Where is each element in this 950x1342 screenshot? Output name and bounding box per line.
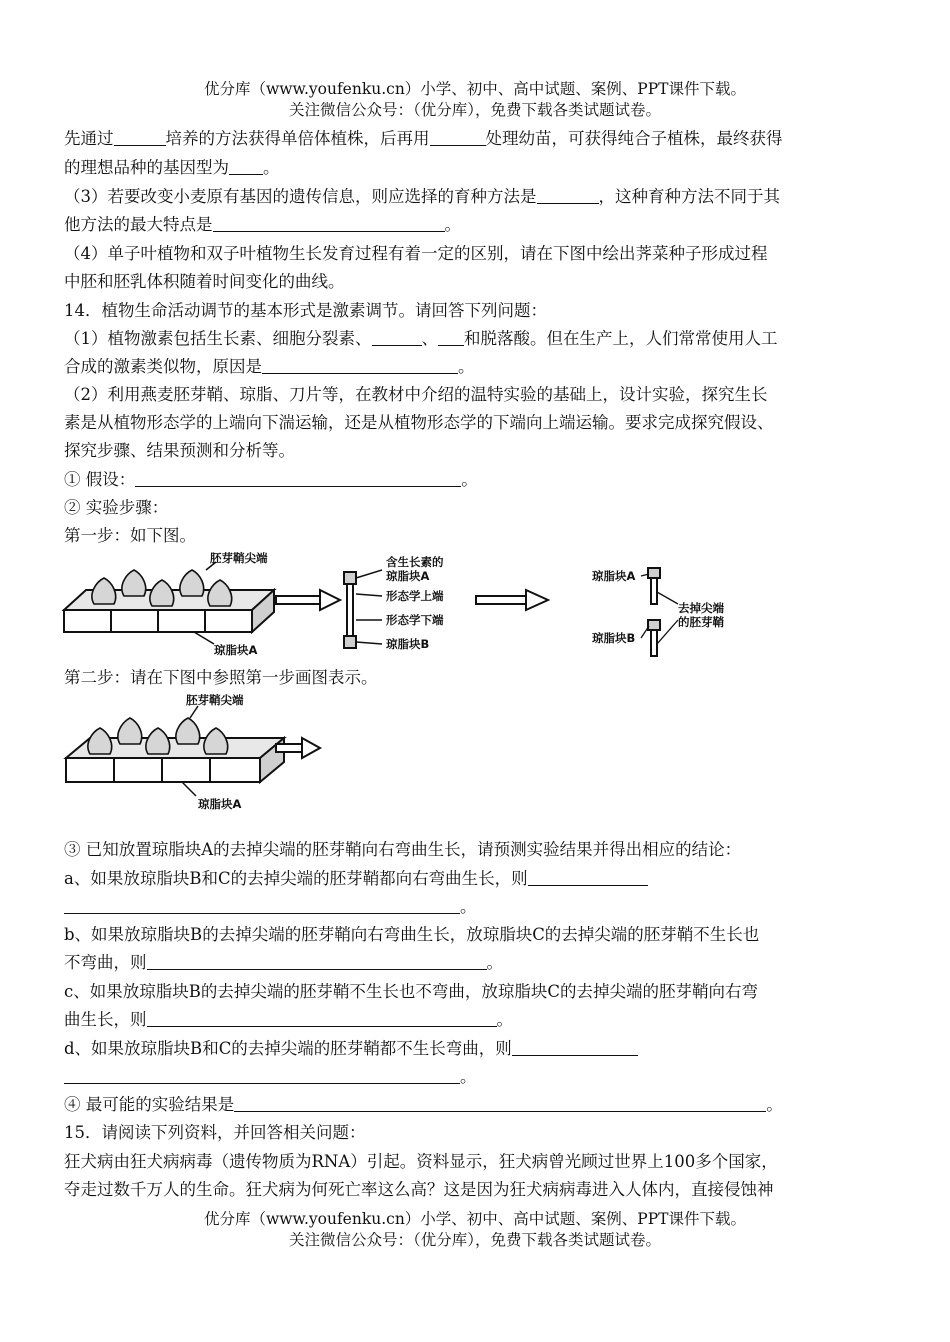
result-d-line-2: 。 bbox=[64, 1066, 477, 1088]
result-c-line-1: c、如果放琼脂块B的去掉尖端的胚芽鞘不生长也不弯曲，放琼脂块C的去掉尖端的胚芽鞘向右弯 bbox=[64, 982, 758, 1001]
answer-blank[interactable] bbox=[537, 187, 599, 204]
answer-blank[interactable] bbox=[430, 129, 486, 146]
label-auxin-agar-2: 琼脂块A bbox=[386, 569, 430, 583]
q13-part4-line-1: （4）单子叶植物和双子叶植物生长发育过程有着一定的区别，请在下图中绘出荠菜种子形成过程 bbox=[64, 244, 768, 263]
q15-title: 15．请阅读下列资料，并回答相关问题： bbox=[64, 1123, 366, 1142]
answer-blank[interactable] bbox=[438, 329, 464, 346]
q14-part2-line-1: （2）利用燕麦胚芽鞘、琼脂、刀片等，在教材中介绍的温特实验的基础上，设计实验，探究生长 bbox=[64, 385, 768, 404]
steps-heading: ② 实验步骤： bbox=[64, 498, 169, 517]
label-agar-block-b: 琼脂块B bbox=[386, 637, 430, 651]
answer-blank[interactable] bbox=[229, 158, 263, 175]
arrow-right-icon bbox=[476, 590, 548, 610]
q14-title: 14．植物生命活动调节的基本形式是激素调节。请回答下列问题： bbox=[64, 301, 547, 320]
answer-blank[interactable] bbox=[528, 869, 648, 886]
answer-blank[interactable] bbox=[234, 1095, 766, 1112]
label-decapitated-2: 的胚芽鞘 bbox=[678, 615, 724, 629]
prediction-text: ③ 已知放置琼脂块A的去掉尖端的胚芽鞘向右弯曲生长，请预测实验结果并得出相应的结论： bbox=[64, 840, 742, 859]
experiment-figure-1 bbox=[64, 550, 724, 662]
q14-part2-line-2: 素是从植物形态学的上端向下湍运输，还是从植物形态学的下端向上端运输。要求完成探究假设、 bbox=[64, 413, 774, 432]
answer-blank[interactable] bbox=[64, 1067, 460, 1084]
arrow-right-icon bbox=[276, 590, 340, 610]
result-b-line-1: b、如果放琼脂块B的去掉尖端的胚芽鞘向右弯曲生长，放琼脂块C的去掉尖端的胚芽鞘不生长也 bbox=[64, 925, 760, 944]
hypothesis-line: ① 假设： 。 bbox=[64, 470, 478, 489]
label-agar-block-a: 琼脂块A bbox=[198, 797, 242, 811]
label-coleoptile-tip: 胚芽鞘尖端 bbox=[186, 693, 244, 707]
coleoptile-tips bbox=[88, 718, 228, 754]
decapitated-coleoptile-a bbox=[648, 568, 660, 604]
step-2-text: 第二步：请在下图中参照第一步画图表示。 bbox=[64, 668, 378, 687]
answer-blank[interactable] bbox=[114, 129, 166, 146]
answer-blank[interactable] bbox=[147, 1010, 497, 1027]
q13-part3-line-1: （3）若要改变小麦原有基因的遗传信息，则应选择的育种方法是 ，这种育种方法不同于其 bbox=[64, 187, 780, 206]
coleoptile-segment bbox=[344, 572, 356, 648]
answer-blank[interactable] bbox=[262, 357, 458, 374]
result-a-line-2: 。 bbox=[64, 896, 477, 918]
header-line-2: 关注微信公众号：（优分库），免费下载各类试题试卷。 bbox=[288, 101, 661, 119]
result-a-line-1: a、如果放琼脂块B和C的去掉尖端的胚芽鞘都向右弯曲生长，则 bbox=[64, 868, 648, 890]
label-result-agar-a: 琼脂块A bbox=[592, 569, 636, 583]
q15-line-1: 狂犬病由狂犬病病毒（遗传物质为RNA）引起。资料显示，狂犬病曾光顾过世界上100多个国家， bbox=[64, 1152, 778, 1171]
answer-blank[interactable] bbox=[135, 470, 461, 487]
result-b-line-2: 不弯曲，则 。 bbox=[64, 953, 503, 972]
footer-line-1: 优分库（www.youfenku.cn）小学、初中、高中试题、案例、PPT课件下载。 bbox=[203, 1210, 747, 1228]
q14-part1-line-2: 合成的激素类似物，原因是 。 bbox=[64, 357, 475, 376]
answer-blank[interactable] bbox=[213, 215, 445, 232]
answer-blank[interactable] bbox=[147, 953, 487, 970]
label-coleoptile-tip: 胚芽鞘尖端 bbox=[210, 551, 268, 565]
experiment-figure-2 bbox=[64, 692, 324, 814]
most-likely-result: ④ 最可能的实验结果是 。 bbox=[64, 1095, 783, 1114]
q15-line-2: 夺走过数千万人的生命。狂犬病为何死亡率这么高？这是因为狂犬病病毒进入人体内，直接侵蚀神 bbox=[64, 1180, 774, 1199]
q14-part1-line-1: （1）植物激素包括生长素、细胞分裂素、 、 和脱落酸。但在生产上，人们常常使用人工 bbox=[64, 329, 778, 348]
label-auxin-agar-1: 含生长素的 bbox=[386, 555, 444, 569]
label-result-agar-b: 琼脂块B bbox=[592, 631, 636, 645]
q13-line-2: 的理想品种的基因型为 。 bbox=[64, 158, 280, 177]
coleoptile-tips bbox=[92, 570, 232, 606]
decapitated-coleoptile-b bbox=[648, 620, 660, 656]
result-c-line-2: 曲生长，则 。 bbox=[64, 1010, 513, 1029]
label-agar-block-a: 琼脂块A bbox=[214, 643, 258, 657]
q14-part2-line-3: 探究步骤、结果预测和分析等。 bbox=[64, 441, 295, 460]
step-1-text: 第一步：如下图。 bbox=[64, 526, 196, 545]
label-decapitated-1: 去掉尖端 bbox=[678, 601, 724, 615]
footer-line-2: 关注微信公众号：（优分库），免费下载各类试题试卷。 bbox=[288, 1231, 661, 1249]
q13-part3-line-2: 他方法的最大特点是 。 bbox=[64, 215, 461, 234]
header-line-1: 优分库（www.youfenku.cn）小学、初中、高中试题、案例、PPT课件下载。 bbox=[203, 80, 747, 98]
answer-blank[interactable] bbox=[64, 897, 460, 914]
answer-blank[interactable] bbox=[372, 329, 422, 346]
result-d-line-1: d、如果放琼脂块B和C的去掉尖端的胚芽鞘都不生长弯曲，则 bbox=[64, 1038, 638, 1060]
q13-line-1: 先通过 培养的方法获得单倍体植株，后再用 处理幼苗，可获得纯合子植株，最终获得 bbox=[64, 129, 783, 148]
label-morph-upper: 形态学上端 bbox=[386, 589, 444, 603]
label-morph-lower: 形态学下端 bbox=[386, 613, 444, 627]
q13-part4-line-2: 中胚和胚乳体积随着时间变化的曲线。 bbox=[64, 272, 345, 291]
answer-blank[interactable] bbox=[512, 1039, 638, 1056]
